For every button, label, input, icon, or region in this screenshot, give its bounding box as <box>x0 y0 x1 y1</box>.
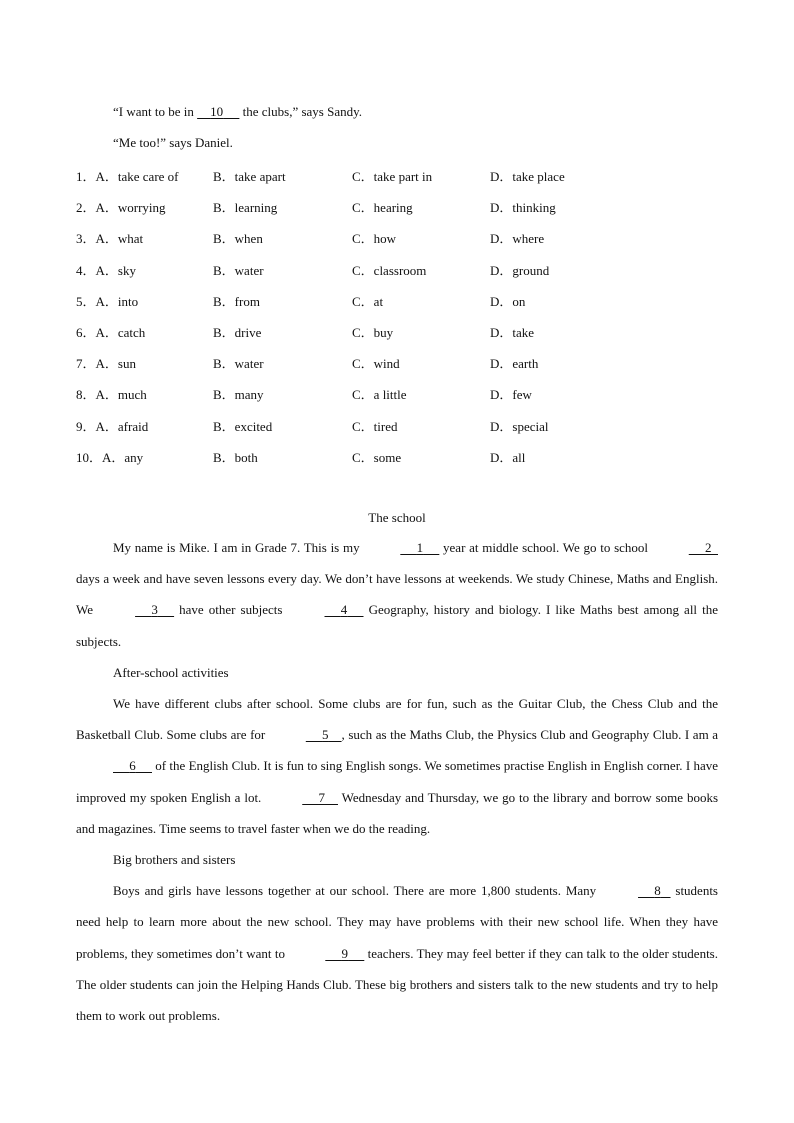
blank-7: 7 <box>318 789 325 805</box>
option-a: 1．A．take care of <box>76 169 179 184</box>
option-c: C．buy <box>352 325 394 340</box>
paragraph-2: We have different clubs after school. Some clubs are for fun, such as the Guitar Club, the Chess Club and the Basketball Club. Some clubs are for 5 , such as the Maths Club, the Physics Club and Geography Club. I am a 6 of the English Club. It is fun to sing English songs. We sometimes practise English in English corner. I have improved my spoken English a lot. 7 Wednesday and Thursday, we go to the library and borrow some books and magazines. Time seems to travel faster when we do the reading. <box>76 696 718 836</box>
option-d: D．special <box>490 419 549 434</box>
option-c: C．take part in <box>352 169 433 184</box>
option-row-9 <box>76 416 636 434</box>
option-c: C．tired <box>352 419 398 434</box>
option-b: B．learning <box>213 200 278 215</box>
option-row-3 <box>76 228 636 246</box>
dialogue-text: the clubs,” says Sandy. <box>239 104 363 119</box>
option-a: 4．A．sky <box>76 263 136 278</box>
blank-8: 8 <box>654 883 661 899</box>
option-b: B．excited <box>213 419 273 434</box>
option-d: D．take <box>490 325 535 340</box>
option-b: B．when <box>213 231 263 246</box>
option-a: 5．A．into <box>76 294 139 309</box>
blank-3: 3 <box>151 602 158 618</box>
option-row-6 <box>76 322 636 340</box>
paragraph-1: My name is Mike. I am in Grade 7. This is my 1 year at middle school. We go to school 2 days a week and have seven lessons every day. We don’t have lessons at weekends. We study Chinese, Maths and English. We 3 have other subjects 4 Geography, history and biology. I like Maths best among all the subjects. <box>76 532 718 657</box>
option-c: C．wind <box>352 356 400 371</box>
dialogue-line-sandy <box>113 104 362 120</box>
option-c: C．some <box>352 450 402 465</box>
option-c: C．a little <box>352 387 407 402</box>
option-row-1 <box>76 166 636 184</box>
option-a: 6．A．catch <box>76 325 146 340</box>
option-d: D．thinking <box>490 200 556 215</box>
option-a: 8．A．much <box>76 387 147 402</box>
option-b: B．water <box>213 356 264 371</box>
option-c: C．classroom <box>352 263 427 278</box>
option-row-5 <box>76 291 636 309</box>
section-heading-brothers: Big brothers and sisters <box>113 852 236 868</box>
option-d: D．earth <box>490 356 539 371</box>
blank-1: 1 <box>416 540 424 555</box>
option-row-10 <box>76 447 636 465</box>
option-b: B．take apart <box>213 169 286 184</box>
option-b: B．drive <box>213 325 262 340</box>
blank-5: 5 <box>322 727 329 743</box>
section-heading-activities: After-school activities <box>113 664 229 680</box>
paragraph-3: Boys and girls have lessons together at our school. There are more 1,800 students. Many 8 students need help to learn more about the new school. They may have problems with their new school life. When they have problems, they sometimes don’t want to 9 teachers. They may feel better if they can talk to the older students. The older students can join the Helping Hands Club. These big brothers and sisters talk to the new students and try to help them to work out problems. <box>76 875 718 1031</box>
dialogue-text: “I want to be in <box>113 104 198 119</box>
option-d: D．take place <box>490 169 565 184</box>
passage-title: The school <box>368 510 426 525</box>
option-row-7 <box>76 353 636 371</box>
blank-6: 6 <box>129 758 136 774</box>
option-d: D．few <box>490 387 532 402</box>
option-a: 3．A．what <box>76 231 144 246</box>
blank-2: 2 <box>705 540 712 555</box>
option-b: B．many <box>213 387 264 402</box>
blank-10: 10 <box>210 104 224 119</box>
passage-body <box>76 532 718 1031</box>
dialogue-line-daniel: “Me too!” says Daniel. <box>113 135 233 150</box>
option-b: B．both <box>213 450 258 465</box>
blank-9: 9 <box>341 945 349 961</box>
option-row-8 <box>76 384 636 402</box>
option-row-2 <box>76 197 636 215</box>
option-b: B．water <box>213 263 264 278</box>
option-c: C．hearing <box>352 200 413 215</box>
option-d: D．where <box>490 231 545 246</box>
option-a: 7．A．sun <box>76 356 136 371</box>
option-d: D．ground <box>490 263 550 278</box>
option-b: B．from <box>213 294 260 309</box>
option-row-4 <box>76 260 636 278</box>
option-c: C．how <box>352 231 397 246</box>
option-c: C．at <box>352 294 384 309</box>
option-a: 10．A．any <box>76 450 144 465</box>
option-d: D．on <box>490 294 526 309</box>
blank-4: 4 <box>340 602 348 618</box>
option-d: D．all <box>490 450 526 465</box>
option-a: 9．A．afraid <box>76 419 149 434</box>
option-a: 2．A．worrying <box>76 200 166 215</box>
